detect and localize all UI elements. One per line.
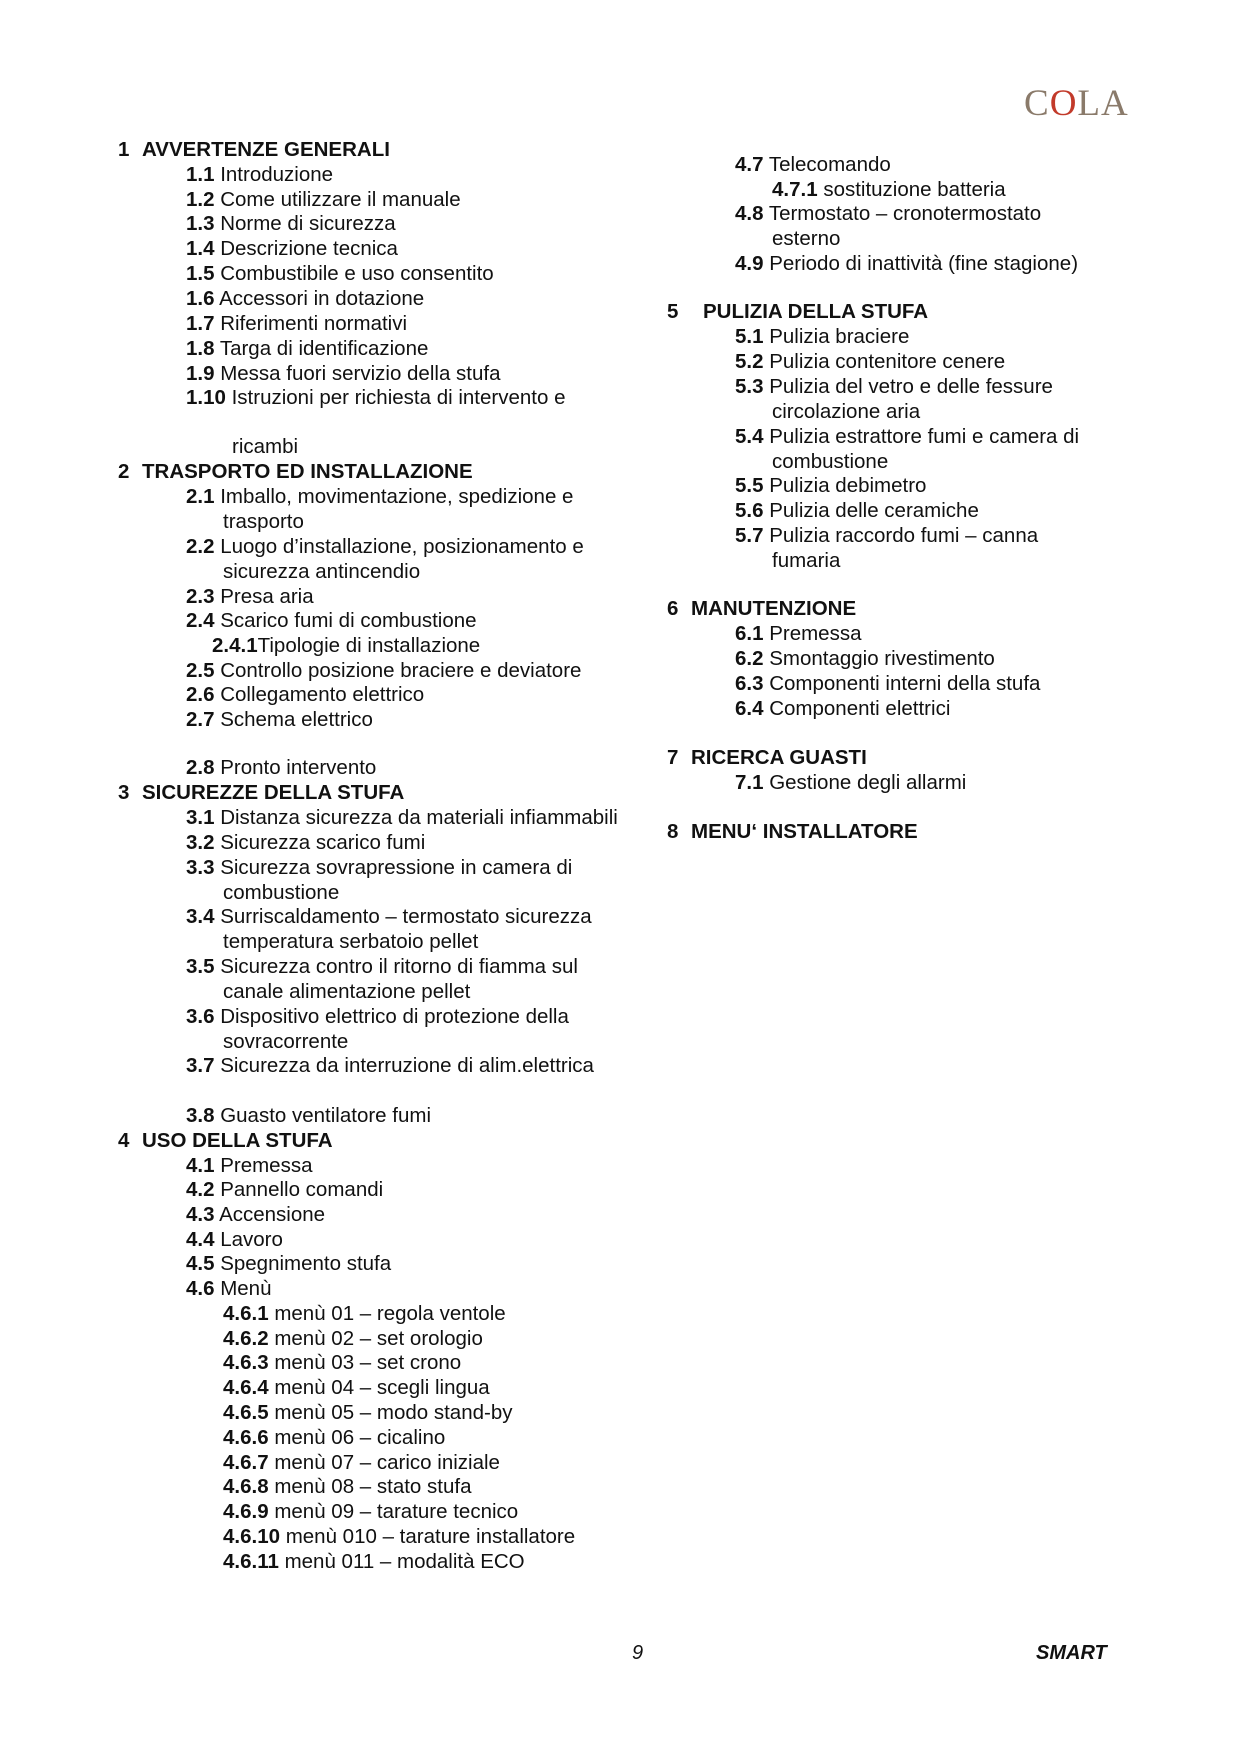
toc-entry-title: Introduzione: [220, 163, 334, 186]
toc-entry-number: 3: [118, 781, 130, 804]
toc-entry-number: 4.7.1: [772, 178, 818, 201]
toc-entry-number: 1.10: [186, 386, 226, 409]
toc-entry-title: menù 04 – scegli lingua: [274, 1376, 490, 1399]
toc-entry-number: 1.3: [186, 212, 215, 235]
toc-entry-title: menù 07 – carico iniziale: [274, 1451, 500, 1474]
toc-entry-title: AVVERTENZE GENERALI: [142, 138, 390, 161]
toc-entry-number: 5: [667, 300, 679, 323]
toc-entry-title: Combustibile e uso consentito: [220, 262, 494, 285]
toc-entry-number: 3.7: [186, 1054, 215, 1077]
toc-entry-number: 4.6: [186, 1277, 215, 1300]
toc-entry-number: 1.5: [186, 262, 215, 285]
toc-entry-number: 3.1: [186, 806, 215, 829]
model-name: SMART: [1036, 1642, 1107, 1664]
toc-section-heading: [667, 746, 867, 770]
toc-entry-title: Guasto ventilatore fumi: [220, 1104, 431, 1127]
toc-entry-number: 5.3: [735, 375, 764, 398]
toc-entry-title: Norme di sicurezza: [220, 212, 396, 235]
toc-entry-title: SICUREZZE DELLA STUFA: [142, 781, 405, 804]
toc-entry-number: 4.5: [186, 1252, 215, 1275]
toc-entry-number: 5.6: [735, 499, 764, 522]
toc-entry-number: 4.6.3: [223, 1351, 269, 1374]
toc-entry-title: Presa aria: [220, 585, 314, 608]
toc-entry-number: 6.1: [735, 622, 764, 645]
toc-entry-title: Menù: [220, 1277, 272, 1300]
toc-entry-number: 4.7: [735, 153, 764, 176]
toc-entry-number: 4.6.2: [223, 1327, 269, 1350]
toc-entry-title: Surriscaldamento – termostato sicurezza: [220, 905, 592, 928]
toc-entry-number: 5.5: [735, 474, 764, 497]
toc-entry-title: TRASPORTO ED INSTALLAZIONE: [142, 460, 473, 483]
toc-entry-title: Pulizia debimetro: [769, 474, 927, 497]
toc-entry-title: Periodo di inattività (fine stagione): [769, 252, 1079, 275]
toc-entry-title: Sicurezza sovrapressione in camera di: [220, 856, 573, 879]
toc-entry-title: temperatura serbatoio pellet: [223, 930, 479, 953]
toc-entry-title: esterno: [772, 227, 841, 250]
toc-entry-title: Pulizia contenitore cenere: [769, 350, 1006, 373]
toc-entry-number: 1.9: [186, 362, 215, 385]
toc-entry-title: menù 02 – set orologio: [274, 1327, 483, 1350]
toc-entry-title: Pulizia delle ceramiche: [769, 499, 979, 522]
toc-entry-number: 5.7: [735, 524, 764, 547]
toc-entry-title: menù 011 – modalità ECO: [284, 1550, 525, 1573]
toc-entry-title: Sicurezza da interruzione di alim.elettrica: [220, 1054, 594, 1077]
toc-entry-title: Messa fuori servizio della stufa: [220, 362, 501, 385]
toc-entry-title: Pulizia del vetro e delle fessure: [769, 375, 1053, 398]
toc-entry-number: 4: [118, 1129, 130, 1152]
toc-entry-number: 7.1: [735, 771, 764, 794]
toc-entry-continuation: [772, 450, 888, 474]
toc-entry-title: trasporto: [223, 510, 304, 533]
toc-entry-title: Accensione: [219, 1203, 326, 1226]
toc-entry-number: 2.1: [186, 485, 215, 508]
toc-entry-number: 1: [118, 138, 130, 161]
toc-entry: [735, 647, 995, 671]
toc-entry-continuation: [772, 400, 920, 424]
toc-entry-number: 4.6.1: [223, 1302, 269, 1325]
toc-entry-title: sovracorrente: [223, 1030, 349, 1053]
toc-entry: [735, 153, 891, 177]
toc-entry-number: 2.5: [186, 659, 215, 682]
toc-entry-title: Scarico fumi di combustione: [220, 609, 477, 632]
toc-entry-title: Distanza sicurezza da materiali infiammabili: [220, 806, 618, 829]
brand-logo: COLA: [1024, 83, 1129, 124]
toc-entry: [735, 252, 1078, 276]
toc-entry-number: 1.1: [186, 163, 215, 186]
toc-entry-title: Lavoro: [220, 1228, 283, 1251]
toc-entry-title: Riferimenti normativi: [220, 312, 408, 335]
toc-entry-title: Premessa: [769, 622, 862, 645]
toc-entry-number: 7: [667, 746, 679, 769]
toc-entry-title: RICERCA GUASTI: [691, 746, 867, 769]
toc-entry-number: 2.4.1: [212, 634, 258, 657]
toc-entry-title: menù 05 – modo stand-by: [274, 1401, 513, 1424]
toc-entry: [735, 375, 1053, 399]
toc-entry-title: menù 06 – cicalino: [274, 1426, 446, 1449]
toc-entry-number: 3.3: [186, 856, 215, 879]
toc-entry-title: Dispositivo elettrico di protezione della: [220, 1005, 569, 1028]
toc-entry-title: Spegnimento stufa: [220, 1252, 392, 1275]
toc-entry: [735, 325, 909, 349]
toc-entry-number: 2.3: [186, 585, 215, 608]
toc-entry-title: Componenti elettrici: [769, 697, 951, 720]
toc-entry-number: 4.6.8: [223, 1475, 269, 1498]
toc-entry-title: combustione: [772, 450, 889, 473]
toc-entry-number: 5.1: [735, 325, 764, 348]
toc-entry-title: USO DELLA STUFA: [142, 1129, 333, 1152]
toc-entry-number: 3.8: [186, 1104, 215, 1127]
toc-entry: [735, 622, 861, 646]
toc-entry-title: Gestione degli allarmi: [769, 771, 967, 794]
toc-entry-title: MENU‘ INSTALLATORE: [691, 820, 918, 843]
toc-entry-number: 1.4: [186, 237, 215, 260]
toc-entry: [735, 697, 950, 721]
toc-entry-number: 4.9: [735, 252, 764, 275]
toc-entry-title: Sicurezza contro il ritorno di fiamma sul: [220, 955, 578, 978]
toc-entry-number: 5.4: [735, 425, 764, 448]
toc-entry-title: ricambi: [232, 435, 299, 458]
toc-entry: [772, 178, 1006, 202]
toc-entry-title: Collegamento elettrico: [220, 683, 425, 706]
toc-entry-number: 6: [667, 597, 679, 620]
toc-entry-number: 5.2: [735, 350, 764, 373]
toc-section-heading: [667, 300, 928, 324]
toc-entry-number: 4.6.4: [223, 1376, 269, 1399]
toc-entry-title: fumaria: [772, 549, 841, 572]
toc-entry-title: menù 09 – tarature tecnico: [274, 1500, 519, 1523]
toc-entry-title: menù 01 – regola ventole: [274, 1302, 506, 1325]
toc-entry-number: 4.6.10: [223, 1525, 280, 1548]
toc-entry-number: 2: [118, 460, 130, 483]
toc-entry-number: 2.2: [186, 535, 215, 558]
toc-entry-title: Termostato – cronotermostato: [768, 202, 1042, 225]
toc-entry: [735, 499, 979, 523]
toc-entry-title: circolazione aria: [772, 400, 921, 423]
toc-entry-number: 3.6: [186, 1005, 215, 1028]
toc-entry-title: Controllo posizione braciere e deviatore: [220, 659, 582, 682]
toc-entry-number: 3.4: [186, 905, 215, 928]
toc-entry: [735, 524, 1038, 548]
toc-entry-title: Luogo d’installazione, posizionamento e: [220, 535, 584, 558]
toc-entry-number: 1.7: [186, 312, 215, 335]
toc-entry-number: 2.8: [186, 756, 215, 779]
toc-entry-title: Pulizia braciere: [769, 325, 910, 348]
toc-entry-title: Pulizia estrattore fumi e camera di: [769, 425, 1080, 448]
toc-entry-number: 3.2: [186, 831, 215, 854]
toc-entry-title: Telecomando: [768, 153, 891, 176]
toc-entry-title: Come utilizzare il manuale: [220, 188, 461, 211]
toc-entry-title: MANUTENZIONE: [691, 597, 857, 620]
toc-entry: [735, 350, 1005, 374]
toc-entry-title: Componenti interni della stufa: [769, 672, 1041, 695]
toc-entry-title: Pulizia raccordo fumi – canna: [769, 524, 1039, 547]
toc-entry-title: Premessa: [220, 1154, 313, 1177]
toc-entry-title: Tipologie di installazione: [257, 634, 481, 657]
toc-entry-title: Targa di identificazione: [219, 337, 429, 360]
toc-entry-title: Smontaggio rivestimento: [769, 647, 995, 670]
toc-entry-number: 4.2: [186, 1178, 215, 1201]
toc-entry-title: Pannello comandi: [220, 1178, 384, 1201]
toc-entry-number: 8: [667, 820, 679, 843]
toc-entry: [735, 474, 926, 498]
toc-entry-number: 1.2: [186, 188, 215, 211]
toc-section-heading: [667, 820, 918, 844]
toc-entry: [735, 672, 1040, 696]
toc-entry-title: Pronto intervento: [220, 756, 377, 779]
toc-entry: [735, 202, 1041, 226]
toc-entry-number: 6.3: [735, 672, 764, 695]
page-number: 9: [632, 1642, 644, 1664]
toc-entry-title: Sicurezza scarico fumi: [220, 831, 426, 854]
toc-section-heading: [667, 597, 856, 621]
toc-entry-number: 4.6.11: [223, 1550, 279, 1573]
toc-entry: [735, 425, 1079, 449]
toc-entry-continuation: [772, 549, 840, 573]
toc-entry-number: 4.8: [735, 202, 764, 225]
toc-entry-number: 2.4: [186, 609, 215, 632]
toc-entry-number: 6.2: [735, 647, 764, 670]
toc-entry-number: 2.6: [186, 683, 215, 706]
toc-entry-continuation: [772, 227, 840, 251]
toc-entry-number: 4.6.6: [223, 1426, 269, 1449]
toc-entry-title: PULIZIA DELLA STUFA: [703, 300, 929, 323]
toc-entry-title: Istruzioni per richiesta di intervento e: [231, 386, 566, 409]
toc-entry-number: 4.1: [186, 1154, 215, 1177]
toc-entry-number: 6.4: [735, 697, 764, 720]
toc-entry-number: 2.7: [186, 708, 215, 731]
toc-entry: [735, 771, 966, 795]
toc-entry-number: 4.6.7: [223, 1451, 269, 1474]
toc-entry-title: Schema elettrico: [220, 708, 373, 731]
toc-entry-number: 4.6.9: [223, 1500, 269, 1523]
toc-entry-title: Descrizione tecnica: [220, 237, 398, 260]
toc-entry-title: menù 03 – set crono: [274, 1351, 462, 1374]
toc-entry-number: 3.5: [186, 955, 215, 978]
toc-entry-number: 1.8: [186, 337, 215, 360]
toc-entry-title: sostituzione batteria: [823, 178, 1006, 201]
toc-entry-title: canale alimentazione pellet: [223, 980, 471, 1003]
toc-entry-title: menù 08 – stato stufa: [274, 1475, 472, 1498]
toc-entry-number: 4.6.5: [223, 1401, 269, 1424]
toc-entry-title: Accessori in dotazione: [219, 287, 425, 310]
toc-entry-title: sicurezza antincendio: [223, 560, 421, 583]
toc-entry-title: combustione: [223, 881, 340, 904]
toc-entry-number: 4.4: [186, 1228, 215, 1251]
toc-entry-number: 1.6: [186, 287, 215, 310]
toc-entry-title: menù 010 – tarature installatore: [285, 1525, 576, 1548]
toc-entry-title: Imballo, movimentazione, spedizione e: [220, 485, 574, 508]
toc-entry-number: 4.3: [186, 1203, 215, 1226]
